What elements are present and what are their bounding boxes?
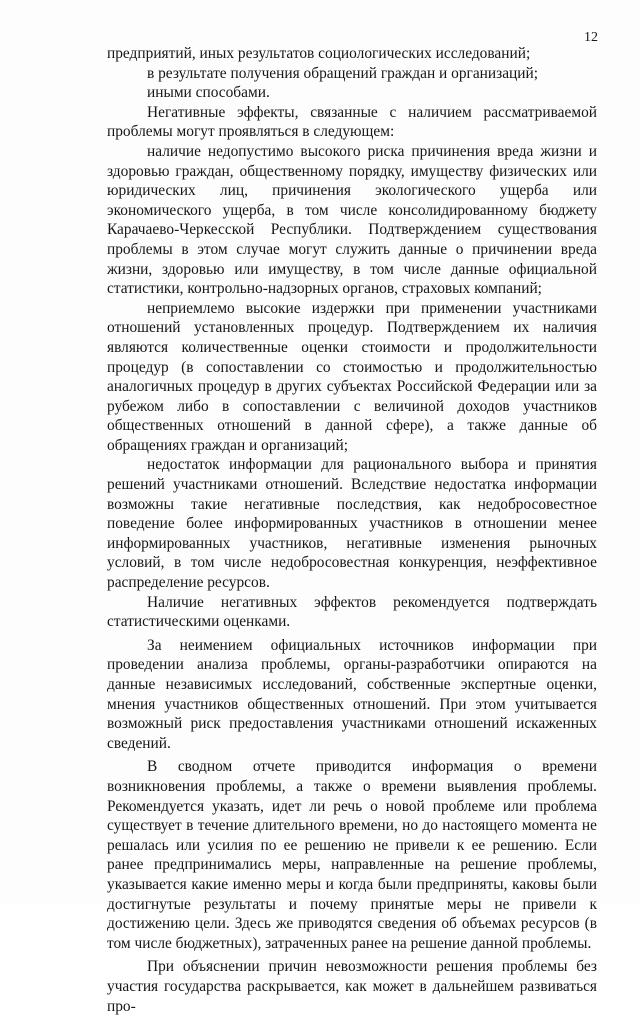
- paragraph: в результате получения обращений граждан и организаций;: [147, 64, 539, 82]
- paragraph: неприемлемо высокие издержки при применении участниками отношений установленных процедур. Подтверждением их наличия являются количественные оценки стоимости и продолжительности процедур (в сопоставлении со стоимостью и продолжительностью аналогичных процедур в других субъектах Российской Федерации или за рубежом либо в сопоставлении с величиной доходов участников общественных отношений в данной сфере), а также данные об обращениях граждан и организаций;: [107, 299, 597, 454]
- paragraph: недостаток информации для рационального выбора и принятия решений участниками отношений. Вследствие недостатка информации возможны такие негативные последствия, как недобросовестное поведение более информированных участников в отношении менее информированных участников, негативные изменения рыночных условий, в том числе недобросовестная конкуренция, неэффективное распределение ресурсов.: [107, 456, 597, 592]
- paragraph: наличие недопустимо высокого риска причинения вреда жизни и здоровью граждан, общественному порядку, имуществу физических или юридических лиц, причинения экологического ущерба или экономического ущерба, в том числе консолидированному бюджету Карачаево-Черкесской Республики. Подтверждением существования проблемы в этом случае могут служить данные о причинении вреда жизни, здоровью или имуществу, в том числе данные официальной статистики, контрольно-надзорных органов, страховых компаний;: [107, 142, 597, 298]
- paragraph: В сводном отчете приводится информация о времени возникновения проблемы, а также о времени выявления проблемы. Рекомендуется указать, идет ли речь о новой проблеме или проблема существует в течение длительного времени, но до настоящего момента не решалась или усилия по ее решению не привели к ее решению. Если ранее предпринимались меры, направленные на решение проблемы, указывается какие именно меры и когда были предприняты, каковы были достигнутые результаты и почему принятые меры не привели к достижению цели. Здесь же приводятся сведения об объемах ресурсов (в том числе бюджетных), затраченных ранее на решение данной проблемы.: [107, 758, 597, 952]
- paragraph: При объяснении причин невозможности решения проблемы без участия государства раскрывается, как может в дальнейшем развиваться про-: [107, 958, 597, 1015]
- paragraph: иными способами.: [147, 84, 270, 102]
- paragraph: предприятий, иных результатов социологических исследований;: [107, 45, 531, 62]
- paragraph: За неимением официальных источников информации при проведении анализа проблемы, органы-разработчики опираются на данные независимых исследований, собственные экспертные оценки, мнения участников общественных отношений. При этом учитывается возможный риск предоставления участниками отношений искаженных сведений.: [107, 636, 597, 752]
- paragraph: Негативные эффекты, связанные с наличием рассматриваемой проблемы могут проявляться в следующем:: [107, 103, 597, 141]
- paragraph: Наличие негативных эффектов рекомендуется подтверждать статистическими оценками.: [107, 593, 597, 631]
- page-number: 12: [584, 30, 598, 45]
- body-text: [107, 44, 597, 1016]
